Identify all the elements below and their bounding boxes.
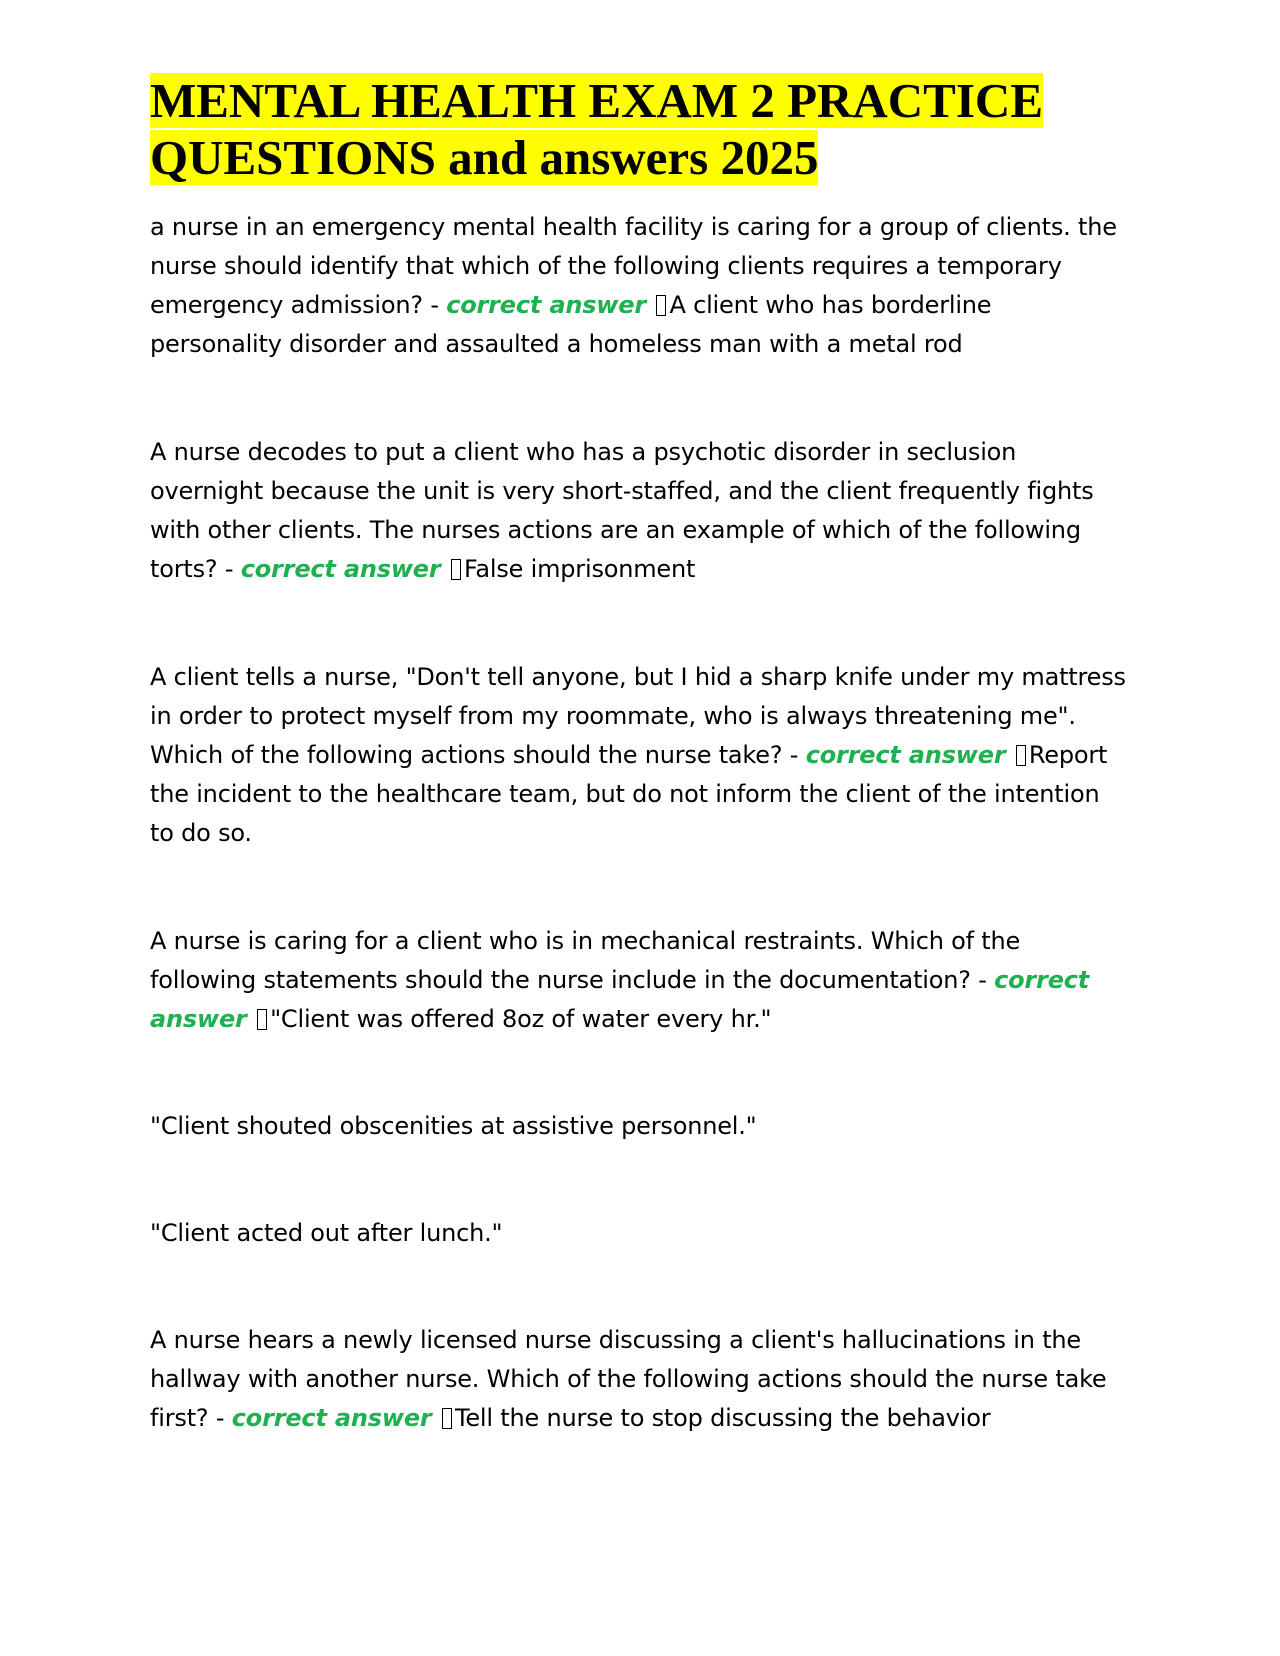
qa-item-5 bbox=[150, 1321, 1130, 1438]
missing-glyph-icon bbox=[656, 295, 666, 316]
correct-answer-label: correct answer bbox=[805, 741, 1006, 769]
correct-answer-label: correct answer bbox=[150, 966, 1090, 1033]
question-text: A nurse hears a newly licensed nurse discussing a client's hallucinations in the hallway with another nurse. Which of the following actions should the nurse take first? - bbox=[150, 1326, 1107, 1432]
question-text: A client tells a nurse, "Don't tell anyone, but I hid a sharp knife under my mattress in order to protect myself from my roommate, who is always threatening me". Which of the following actions should the nurse take? - bbox=[150, 663, 1126, 769]
question-text: A nurse is caring for a client who is in mechanical restraints. Which of the following statements should the nurse include in the documentation? - bbox=[150, 927, 1021, 994]
qa-item-3 bbox=[150, 658, 1130, 853]
correct-answer-label: correct answer bbox=[231, 1404, 432, 1432]
document-title bbox=[150, 72, 1130, 186]
answer-text: Report the incident to the healthcare team, but do not inform the client of the intention to do so. bbox=[150, 741, 1108, 847]
missing-glyph-icon bbox=[442, 1408, 452, 1429]
question-text: a nurse in an emergency mental health facility is caring for a group of clients. the nurse should identify that which of the following clients requires a temporary emergency admission? - bbox=[150, 213, 1117, 319]
missing-glyph-icon bbox=[257, 1009, 267, 1030]
answer-text: Tell the nurse to stop discussing the behavior bbox=[454, 1404, 991, 1432]
qa-item-1 bbox=[150, 208, 1130, 364]
qa-item-2 bbox=[150, 433, 1130, 589]
extra-line-2: "Client acted out after lunch." bbox=[150, 1219, 503, 1247]
document-page bbox=[150, 72, 1130, 1438]
title-line-2: QUESTIONS and answers 2025 bbox=[150, 130, 819, 185]
answer-text: False imprisonment bbox=[463, 555, 696, 583]
title-line-1: MENTAL HEALTH EXAM 2 PRACTICE bbox=[150, 73, 1044, 128]
missing-glyph-icon bbox=[451, 559, 461, 580]
missing-glyph-icon bbox=[1016, 745, 1026, 766]
question-text: A nurse decodes to put a client who has a psychotic disorder in seclusion overnight because the unit is very short-staffed, and the client frequently fights with other clients. The nurses actions are an example of which of the following torts? - bbox=[150, 438, 1094, 583]
extra-line-1: "Client shouted obscenities at assistive personnel." bbox=[150, 1112, 757, 1140]
qa-item-4 bbox=[150, 922, 1130, 1039]
correct-answer-label: correct answer bbox=[446, 291, 646, 319]
answer-text: A client who has borderline personality disorder and assaulted a homeless man with a metal rod bbox=[150, 291, 992, 358]
answer-text: "Client was offered 8oz of water every hr." bbox=[270, 1005, 772, 1033]
correct-answer-label: correct answer bbox=[240, 555, 441, 583]
